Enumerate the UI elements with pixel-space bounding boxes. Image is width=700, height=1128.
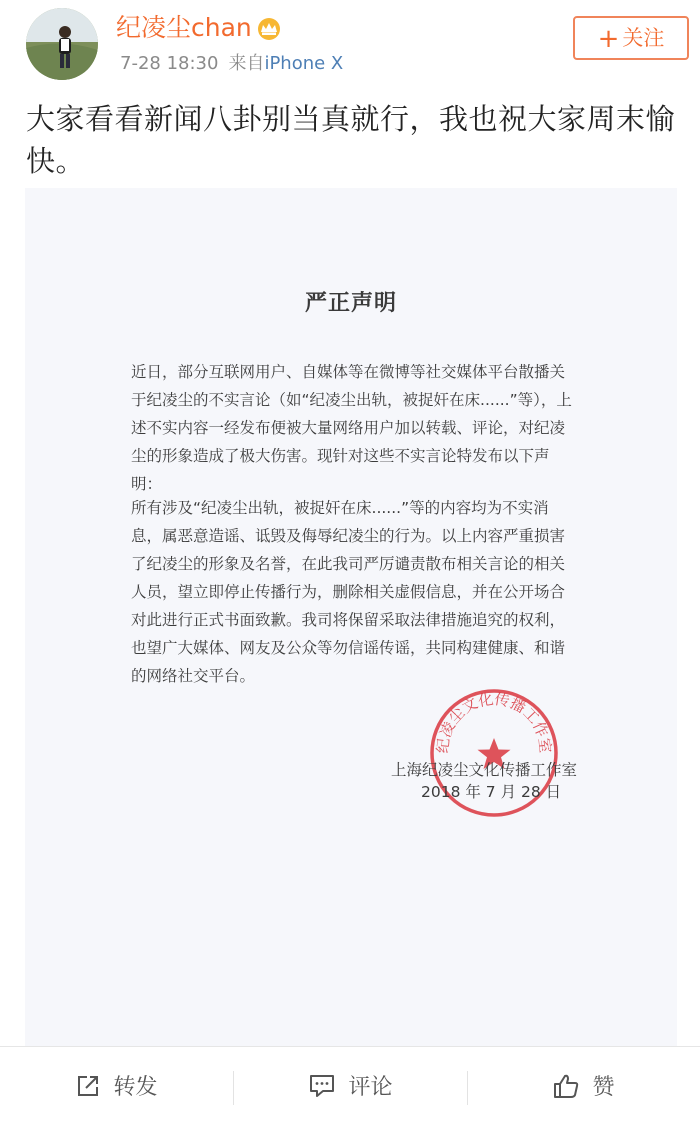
statement-image[interactable]: [25, 188, 677, 1046]
follow-button[interactable]: [573, 16, 689, 60]
action-bar: [0, 1046, 700, 1128]
like-button[interactable]: [467, 1047, 700, 1128]
source-device[interactable]: iPhone X: [264, 53, 344, 74]
avatar[interactable]: [26, 8, 98, 80]
plus-icon: +: [597, 24, 620, 54]
statement-paragraph-2: 所有涉及“纪凌尘出轨，被捉奸在床......”等的内容均为不实消息，属恶意造谣、诋毁及侮辱纪凌尘的行为。以上内容严重损害了纪凌尘的形象及名誉，在此我司严厉谴责散布相关言论的相关人员，望立即停止传播行为，删除相关虚假信息，并在公开场合对此进行正式书面致歉。我司将保留采取法律措施追究的权利，也望广大媒体、网友及公众等勿信谣传谣，共同构建健康、和谐的网络社交平台。: [131, 499, 566, 685]
statement-signer: 上海纪凌尘文化传播工作室: [391, 761, 578, 779]
crown-icon: [255, 17, 283, 41]
comment-icon: [308, 1073, 336, 1099]
statement-date: 2018 年 7 月 28 日: [421, 783, 562, 801]
repost-label: 转发: [113, 1075, 158, 1100]
post-text: 大家看看新闻八卦别当真就行，我也祝大家周末愉快。: [26, 102, 676, 178]
source-prefix: 来自: [228, 53, 265, 74]
author-name[interactable]: 纪凌尘chan: [116, 13, 252, 42]
like-label: 赞: [592, 1075, 615, 1100]
post-meta: [120, 52, 343, 76]
statement-paragraph-1: 近日，部分互联网用户、自媒体等在微博等社交媒体平台散播关于纪凌尘的不实言论（如“纪凌尘出轨，被捉奸在床......”等），上述不实内容一经发布便被大量网络用户加以转载、评论，对纪凌尘的形象造成了极大伤害。现针对这些不实言论特发布以下声明：: [131, 363, 572, 493]
follow-label: 关注: [622, 26, 665, 50]
repost-icon: [75, 1073, 101, 1099]
statement-title: 严正声明: [304, 291, 397, 316]
svg-text:纪凌尘文化传播工作室: 纪凌尘文化传播工作室: [433, 690, 555, 754]
comment-button[interactable]: [234, 1047, 467, 1128]
post-header: [0, 0, 700, 90]
thumbs-up-icon: [552, 1073, 580, 1099]
post-time: 7-28 18:30: [120, 53, 219, 74]
repost-button[interactable]: [0, 1047, 233, 1128]
author-name-row[interactable]: [116, 12, 283, 44]
comment-label: 评论: [348, 1075, 393, 1100]
